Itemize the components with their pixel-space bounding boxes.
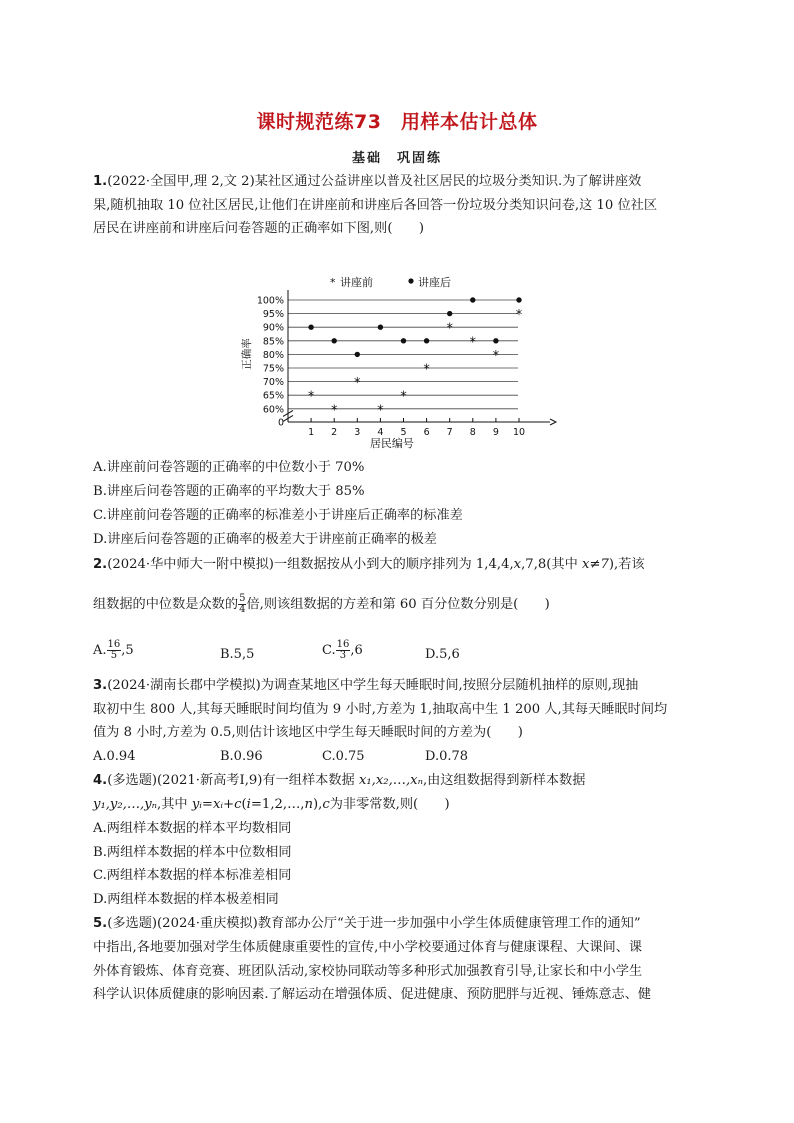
x-tick-label: 9 xyxy=(492,427,499,438)
legend-after-marker xyxy=(408,278,413,283)
point-after-lecture xyxy=(308,325,313,330)
x-tick-label: 7 xyxy=(446,427,453,438)
y-tick-label: 65% xyxy=(262,390,284,402)
legend-before-marker: * xyxy=(330,276,336,289)
q1-line-2: 果,随机抽取 10 位社区居民,让他们在讲座前和讲座后各回答一份垃圾分类知识问卷,这 10 位社区 xyxy=(93,198,658,213)
q4-option-d: D.两组样本数据的样本极差相同 xyxy=(93,892,279,907)
q1-option-b: B.讲座后问卷答题的正确率的平均数大于 85% xyxy=(93,484,365,499)
x-axis-arrow xyxy=(550,419,556,425)
point-after-lecture xyxy=(516,297,521,302)
q3-option-c: C.0.75 xyxy=(322,749,365,764)
q4-option-a: A.两组样本数据的样本平均数相同 xyxy=(93,821,292,836)
q1-scatter-chart xyxy=(240,262,560,452)
q1-number: 1. xyxy=(93,174,108,189)
section-heading: 基础 巩固练 xyxy=(351,151,442,166)
x-tick-label: 5 xyxy=(400,427,407,438)
q5-number: 5. xyxy=(93,916,108,931)
q2-fraction: $\frac{5}{4}$ xyxy=(239,593,246,615)
x-tick-label: 8 xyxy=(469,427,476,438)
point-before-lecture: * xyxy=(307,389,315,405)
q2-option-b: B.5,5 xyxy=(220,647,255,662)
q3-number: 3. xyxy=(93,678,108,693)
point-after-lecture xyxy=(378,325,383,330)
q2-option-d: D.5,6 xyxy=(425,647,460,662)
q1-option-c: C.讲座前问卷答题的正确率的标准差小于讲座后正确率的标准差 xyxy=(93,508,463,523)
q2-line-1: 2.(2024·华中师大一附中模拟)一组数据按从小到大的顺序排列为 1,4,4,x,7,8(其中 x≠7),若该 xyxy=(93,557,645,572)
y-tick-label: 60% xyxy=(262,404,284,416)
point-before-lecture: * xyxy=(330,403,338,419)
q1-option-d: D.讲座后问卷答题的正确率的极差大于讲座前正确率的极差 xyxy=(93,532,437,547)
point-before-lecture: * xyxy=(423,362,430,378)
q5-line-3: 外体育锻炼、体育竞赛、班团队活动,家校协同联动等多种形式加强教育引导,让家长和中小学生 xyxy=(93,964,643,979)
y-tick-label: 75% xyxy=(262,363,284,375)
q2-option-c: C. $\frac{16}{3}$ ,6 xyxy=(322,639,363,661)
point-before-lecture: * xyxy=(492,348,500,364)
q2-line-2: 组数据的中位数是众数的 $\frac{5}{4}$ 倍,则该组数据的方差和第 60 百分位数分别是( ) xyxy=(93,593,550,615)
point-after-lecture xyxy=(493,338,498,343)
q1-line-1: 1.(2022·全国甲,理 2,文 2)某社区通过公益讲座以普及社区居民的垃圾分类知识.为了解讲座效 xyxy=(93,174,642,189)
point-after-lecture xyxy=(447,311,452,316)
x-tick-label: 3 xyxy=(354,427,361,438)
legend-after-label: 讲座后 xyxy=(418,276,451,289)
point-after-lecture xyxy=(424,338,429,343)
q4-line-1: 4.(多选题)(2021·新高考Ⅰ,9)有一组样本数据 x₁,x₂,…,xₙ,由这组数据得到新样本数据 xyxy=(93,773,586,788)
x-tick-label: 2 xyxy=(331,427,338,438)
q3-option-d: D.0.78 xyxy=(425,749,469,764)
point-after-lecture xyxy=(470,297,475,302)
q4-option-c: C.两组样本数据的样本标准差相同 xyxy=(93,868,292,883)
y-axis-title: 正确率 xyxy=(241,338,253,370)
y-tick-label: 0 xyxy=(277,417,284,429)
q1-option-a: A.讲座前问卷答题的正确率的中位数小于 70% xyxy=(93,460,365,475)
y-tick-label: 80% xyxy=(262,349,284,361)
point-before-lecture: * xyxy=(354,376,361,392)
q3-option-a: A.0.94 xyxy=(93,749,136,764)
x-tick-label: 1 xyxy=(308,427,315,438)
q3-line-2: 取初中生 800 人,其每天睡眠时间均值为 9 小时,方差为 1,抽取高中生 1 200 人,其每天睡眠时间均 xyxy=(93,702,668,717)
page-title: 课时规范练73 用样本估计总体 xyxy=(256,111,538,133)
point-after-lecture xyxy=(332,338,337,343)
y-tick-label: 90% xyxy=(262,322,284,334)
point-after-lecture xyxy=(401,338,406,343)
x-tick-label: 10 xyxy=(512,427,526,438)
q5-line-2: 中指出,各地要加强对学生体质健康重要性的宣传,中小学校要通过体育与健康课程、大课间、课 xyxy=(93,940,643,955)
y-tick-label: 95% xyxy=(262,309,284,321)
x-tick-label: 6 xyxy=(423,427,430,438)
q5-line-1: 5.(多选题)(2024·重庆模拟)教育部办公厅“关于进一步加强中小学生体质健康管理工作的通知” xyxy=(93,916,641,931)
legend-before-label: 讲座前 xyxy=(340,276,373,289)
point-before-lecture: * xyxy=(469,335,477,351)
y-tick-label: 100% xyxy=(256,295,284,307)
y-tick-label: 70% xyxy=(262,377,284,389)
q3-option-b: B.0.96 xyxy=(220,749,263,764)
q3-line-3: 值为 8 小时,方差为 0.5,则估计该地区中学生每天睡眠时间的方差为( ) xyxy=(93,725,523,740)
x-tick-label: 4 xyxy=(377,427,384,438)
q5-line-4: 科学认识体质健康的影响因素.了解运动在增强体质、促进健康、预防肥胖与近视、锤炼意志、健 xyxy=(93,987,652,1002)
point-before-lecture: * xyxy=(515,308,523,324)
point-before-lecture: * xyxy=(400,389,407,405)
point-before-lecture: * xyxy=(377,403,384,419)
q4-line-2: y₁,y₂,…,yₙ,其中 yᵢ=xᵢ+c(i=1,2,…,n),c为非零常数,则( ) xyxy=(93,797,450,812)
q2-option-a: A. $\frac{16}{5}$ ,5 xyxy=(93,639,134,661)
q3-line-1: 3.(2024·湖南长郡中学模拟)为调查某地区中学生每天睡眠时间,按照分层随机抽样的原则,现抽 xyxy=(93,678,639,693)
point-after-lecture xyxy=(355,352,360,357)
q2-number: 2. xyxy=(93,557,108,572)
q1-line-3: 居民在讲座前和讲座后问卷答题的正确率如下图,则( ) xyxy=(93,221,424,236)
q4-option-b: B.两组样本数据的样本中位数相同 xyxy=(93,845,292,860)
q4-number: 4. xyxy=(93,773,108,788)
y-tick-label: 85% xyxy=(262,336,284,348)
x-axis-title: 居民编号 xyxy=(369,437,414,450)
point-before-lecture: * xyxy=(446,321,453,337)
